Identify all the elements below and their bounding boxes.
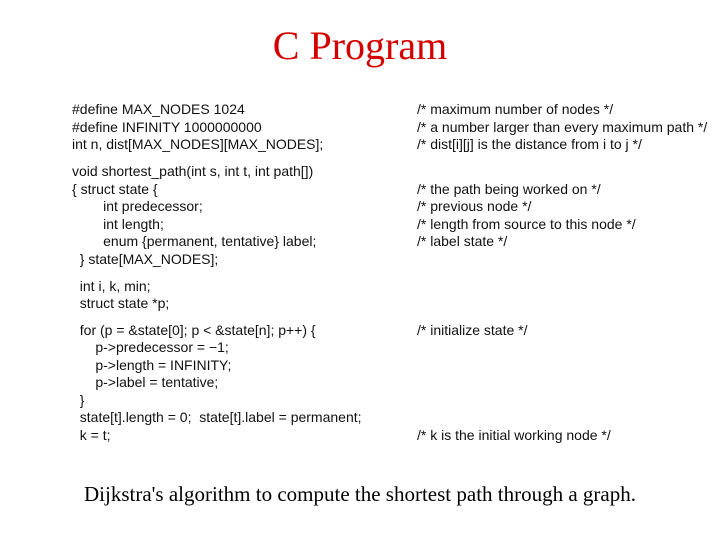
code-comment: /* the path being worked on */ xyxy=(417,180,601,197)
code-line: #define MAX_NODES 1024 xyxy=(72,101,245,117)
code-comment: /* maximum number of nodes */ xyxy=(417,101,614,117)
code-comment: /* initialize state */ xyxy=(417,321,528,338)
code-line: enum {permanent, tentative} label; xyxy=(72,233,317,249)
code-comment: /* dist[i][j] is the distance from i to j */ xyxy=(417,136,642,152)
code-line: p->label = tentative; xyxy=(72,374,219,390)
code-line: p->predecessor = −1; xyxy=(72,339,229,355)
code-comment: /* length from source to this node */ xyxy=(417,215,636,232)
code-block xyxy=(72,101,708,446)
code-line: int i, k, min; xyxy=(72,277,151,294)
code-line: { struct state { xyxy=(72,180,158,197)
code-line: } state[MAX_NODES]; xyxy=(72,250,219,267)
code-comment: /* a number larger than every maximum path */ xyxy=(417,118,708,135)
code-line: int n, dist[MAX_NODES][MAX_NODES]; xyxy=(72,136,324,152)
slide-caption: Dijkstra's algorithm to compute the shortest path through a graph. xyxy=(83,482,636,506)
code-line: p->length = INFINITY; xyxy=(72,356,232,373)
code-line: state[t].length = 0; state[t].label = permanent; xyxy=(72,409,362,425)
code-line: int length; xyxy=(72,215,164,232)
code-line: #define INFINITY 1000000000 xyxy=(72,118,262,135)
code-line: for (p = &state[0]; p < &state[n]; p++) { xyxy=(72,321,316,338)
code-comment: /* k is the initial working node */ xyxy=(417,426,611,443)
code-line: } xyxy=(72,391,85,408)
code-line: void shortest_path(int s, int t, int path[]) xyxy=(72,163,314,179)
code-comment: /* previous node */ xyxy=(417,198,532,214)
code-line: int predecessor; xyxy=(72,198,203,214)
code-comment: /* label state */ xyxy=(417,233,508,249)
slide-title: C Program xyxy=(272,23,448,68)
code-line: k = t; xyxy=(72,426,111,443)
code-line: struct state *p; xyxy=(72,295,170,311)
